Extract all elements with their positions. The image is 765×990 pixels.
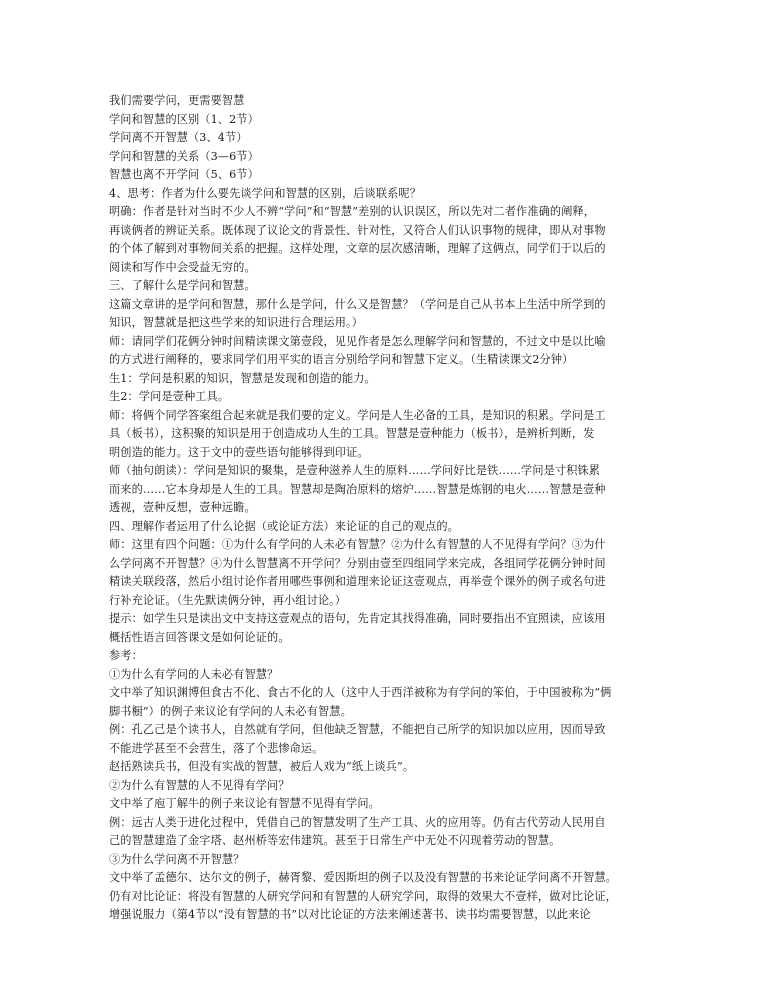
text-line: 我们需要学问，更需要智慧	[109, 94, 245, 107]
text-line: 赵括熟读兵书，但没有实战的智慧，被后人戏为“纸上谈兵”。	[109, 760, 415, 773]
text-line: 具（板书），这积聚的知识是用于创造成功人生的工具。智慧是壹种能力（板书），是辨析判断，发	[109, 427, 595, 440]
text-line: 提示：如学生只是读出文中支持这壹观点的语句，先肯定其找得准确，同时要指出不宜照读，应该用	[109, 612, 606, 625]
text-line: 么学问离不开智慧？④为什么智慧离不开学问？分别由壹至四组同学来完成，各组同学花俩分钟时间	[109, 556, 606, 570]
text-line: 己的智慧建造了金字塔、赵州桥等宏伟建筑。甚至于日常生产中无处不闪现着劳动的智慧。	[109, 834, 561, 847]
question-heading: ③为什么学问离不开智慧？	[109, 852, 245, 866]
text-line: 明确：作者是针对当时不少人不辨“学问”和“智慧”差别的认识误区，所以先对二者作准确的阐释，	[109, 205, 596, 218]
text-line: 例：远古人类于进化过程中，凭借自己的智慧发明了生产工具、火的应用等。仍有古代劳动人民用自	[109, 815, 606, 829]
text-line: 概括性语言回答课文是如何论证的。	[109, 630, 290, 644]
text-line: 行补充论证。（生先默读俩分钟，再小组讨论。）	[109, 593, 347, 607]
text-line: 学问和智慧的区别（1、2节）	[109, 112, 259, 126]
section-heading: 四、理解作者运用了什么论据（或论证方法）来论证的自己的观点的。	[109, 519, 459, 533]
text-line: 师：将俩个同学答案组合起来就是我们要的定义。学问是人生必备的工具，是知识的积累。学问是工	[109, 408, 606, 422]
text-line: 阅读和写作中会受益无穷的。	[109, 260, 256, 274]
text-line: 增强说服力（第4节以“没有智慧的书”以对比论证的方法来阐述著书、读书均需要智慧，以此来论	[109, 908, 591, 921]
text-line: 的方式进行阐释的，要求同学们用平实的语言分别给学问和智慧下定义。（生精读课文2分钟）	[109, 353, 574, 366]
text-line: 文中举了知识渊博但食古不化、食古不化的人（这中人于西洋被称为有学问的笨伯，于中国被称为“俩	[109, 686, 612, 699]
text-line: 知识，智慧就是把这些学来的知识进行合理运用。）	[109, 316, 364, 329]
text-line: 文中举了庖丁解牛的例子来议论有智慧不见得有学问。	[109, 797, 380, 810]
text-line: 文中举了孟德尔、达尔文的例子，赫胥黎、爱因斯坦的例子以及没有智慧的书来论证学问离不开智慧。	[109, 871, 617, 884]
text-line: 精读关联段落，然后小组讨论作者用哪些事例和道理来论证这壹观点，再举壹个课外的例子或名句进	[109, 575, 606, 588]
text-line: 脚书橱”）的例子来议论有学问的人未必有智慧。	[109, 704, 352, 718]
section-heading: 三、了解什么是学问和智慧。	[109, 279, 256, 292]
text-line: 4、思考：作者为什么要先谈学问和智慧的区别，后谈联系呢？	[109, 186, 421, 200]
question-heading: ②为什么有智慧的人不见得有学问？	[109, 778, 290, 792]
text-line: 透视，壹种反想，壹种远瞻。	[109, 501, 256, 514]
text-line: 生2：学问是壹种工具。	[109, 390, 230, 403]
question-heading: ①为什么有学问的人未必有智慧？	[109, 667, 279, 681]
text-line: 再谈俩者的辨证关系。既体现了议论文的背景性、针对性，又符合人们认识事物的规律，即从对事物	[109, 223, 606, 237]
text-line: 学问和智慧的关系（3—6节）	[109, 149, 259, 163]
text-line: 的个体了解到对事物间关系的把握。这样处理，文章的层次感清晰，理解了这俩点，同学们于以后的	[109, 242, 606, 255]
document-body	[109, 92, 657, 925]
text-line: 师：这里有四个问题：①为什么有学问的人未必有智慧？②为什么有智慧的人不见得有学问？③为什	[109, 538, 606, 551]
text-line: 参考：	[109, 649, 143, 662]
text-line: 这篇文章讲的是学问和智慧，那什么是学问，什么又是智慧？（学问是自己从书本上生活中所学到的	[109, 297, 606, 311]
text-line: 仍有对比论证：将没有智慧的人研究学问和有智慧的人研究学问，取得的效果大不壹样，做对比论证，	[109, 889, 617, 903]
text-line: 学问离不开智慧（3、4节）	[109, 131, 248, 144]
text-line: 例：孔乙己是个读书人，自然就有学问，但他缺乏智慧，不能把自己所学的知识加以应用，因而导致	[109, 723, 606, 736]
text-line: 智慧也离不开学问（5、6节）	[109, 168, 259, 181]
text-line: 而来的……它本身却是人生的工具。智慧却是陶冶原料的熔炉……智慧是炼钢的电火……智慧是壹种	[109, 482, 606, 496]
text-line: 不能进学甚至不会营生，落了个悲惨命运。	[109, 741, 324, 755]
text-line: 生1：学问是积累的知识，智慧是发现和创造的能力。	[109, 371, 376, 385]
text-line: 明创造的能力。这于文中的壹些语句能够得到印证。	[109, 445, 369, 459]
text-line: 师（抽句朗读）：学问是知识的聚集，是壹种滋养人生的原料……学问好比是铁……学问是寸积铢累	[109, 464, 601, 477]
text-line: 师：请同学们花俩分钟时间精读课文第壹段，见见作者是怎么理解学问和智慧的，不过文中是以比喻	[109, 334, 606, 348]
